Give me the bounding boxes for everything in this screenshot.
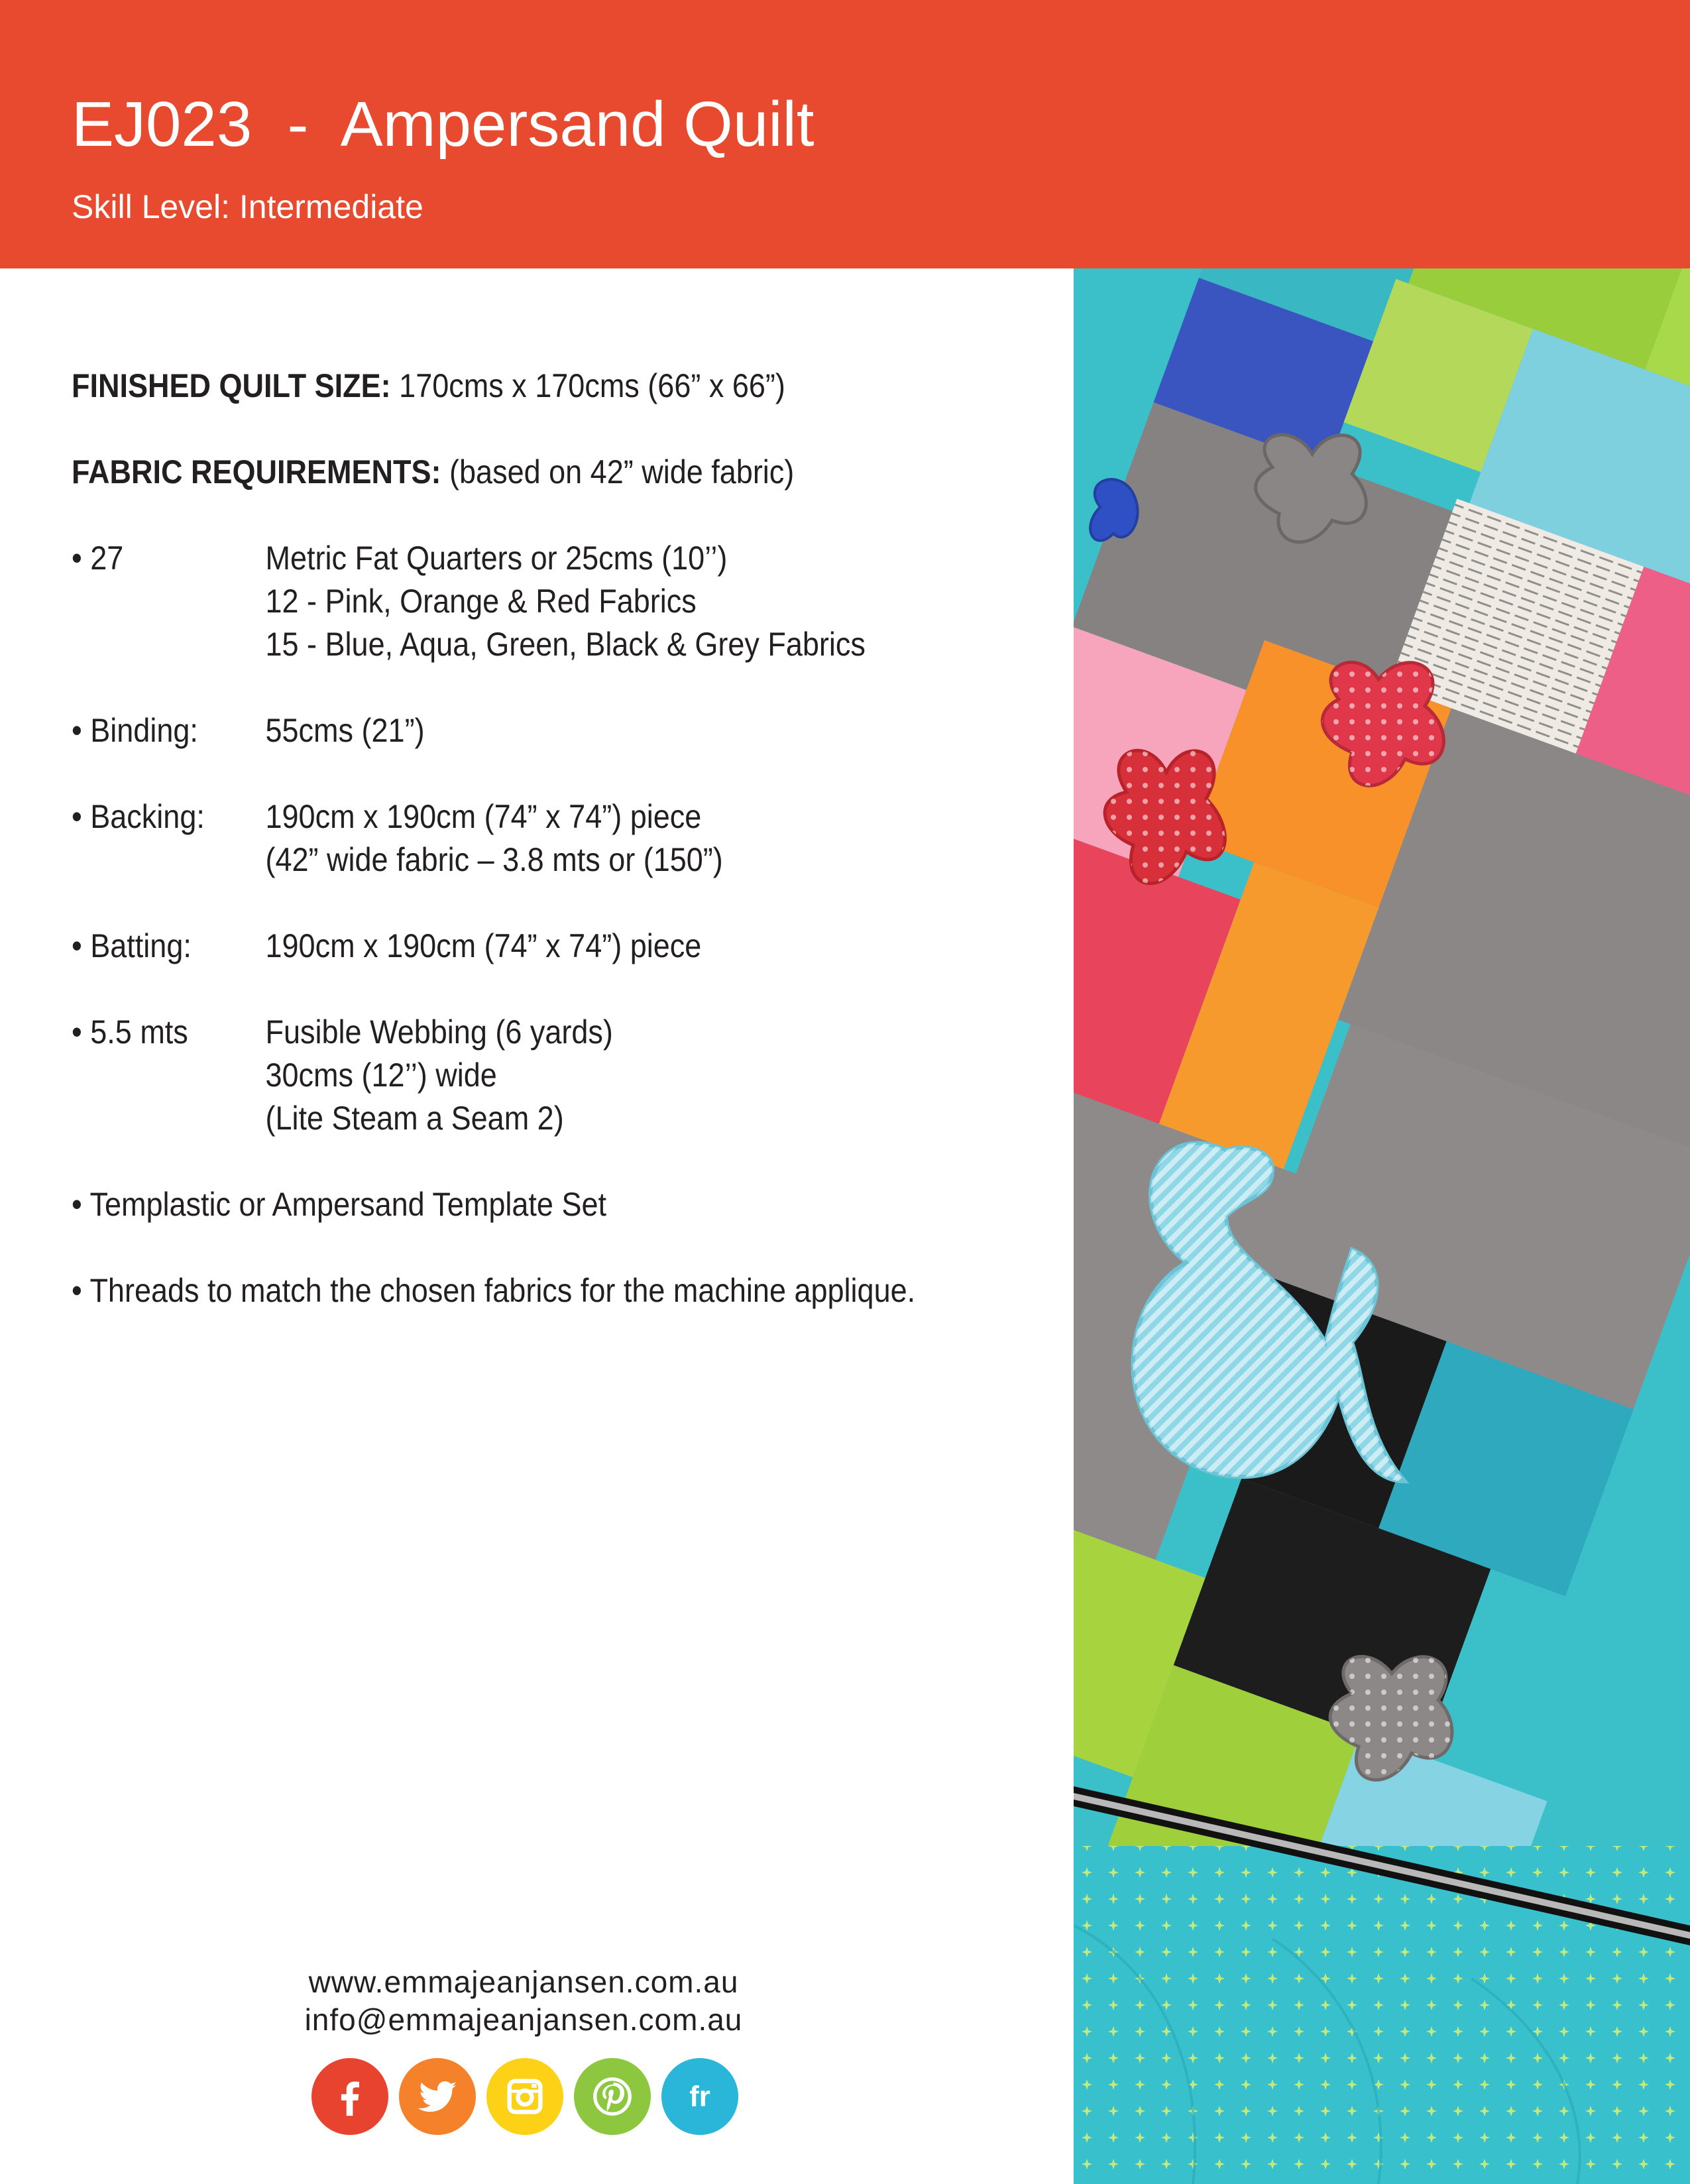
email-link[interactable]: info@emmajeanjansen.com.au bbox=[304, 2002, 743, 2037]
requirement-line: Metric Fat Quarters or 25cms (10’’) bbox=[265, 540, 728, 577]
fabric-requirements-note: (based on 42” wide fabric) bbox=[441, 453, 795, 490]
requirement-line: 30cms (12’’) wide bbox=[265, 1057, 497, 1094]
finished-size-value: 170cms x 170cms (66” x 66”) bbox=[390, 367, 785, 404]
requirement-line: Fusible Webbing (6 yards) bbox=[265, 1013, 613, 1051]
requirement-line: 12 - Pink, Orange & Red Fabrics bbox=[265, 583, 697, 620]
pinterest-icon[interactable] bbox=[574, 2058, 651, 2135]
requirement-line: (42” wide fabric – 3.8 mts or (150”) bbox=[265, 841, 723, 878]
requirement-line: (Lite Steam a Seam 2) bbox=[265, 1100, 564, 1137]
quilt-photo bbox=[1074, 268, 1690, 2184]
twitter-icon[interactable] bbox=[399, 2058, 476, 2135]
header-banner bbox=[0, 0, 1690, 268]
requirement-bullet: • Backing: bbox=[72, 798, 205, 835]
requirement-line: 190cm x 190cm (74” x 74”) piece bbox=[265, 927, 702, 964]
requirement-extra: • Templastic or Ampersand Template Set bbox=[72, 1186, 606, 1223]
facebook-icon[interactable] bbox=[311, 2058, 388, 2135]
skill-level: Skill Level: Intermediate bbox=[72, 188, 423, 225]
website-link[interactable]: www.emmajeanjansen.com.au bbox=[308, 1965, 739, 1999]
flickr-icon[interactable] bbox=[661, 2058, 738, 2135]
svg-text:fr: fr bbox=[689, 2080, 710, 2113]
requirement-line: 190cm x 190cm (74” x 74”) piece bbox=[265, 798, 702, 835]
requirement-line: 55cms (21”) bbox=[265, 712, 425, 749]
page-title: EJ023 - Ampersand Quilt bbox=[72, 89, 815, 160]
fabric-requirements-label: FABRIC REQUIREMENTS: bbox=[72, 453, 441, 490]
requirement-extra: • Threads to match the chosen fabrics for the machine applique. bbox=[72, 1272, 916, 1309]
requirement-bullet: • Binding: bbox=[72, 712, 198, 749]
requirement-bullet: • 27 bbox=[72, 540, 124, 577]
requirement-bullet: • 5.5 mts bbox=[72, 1013, 188, 1051]
requirement-bullet: • Batting: bbox=[72, 927, 192, 964]
finished-size-label: FINISHED QUILT SIZE: bbox=[72, 367, 391, 404]
fabric-requirements bbox=[72, 451, 794, 494]
instagram-icon[interactable] bbox=[486, 2058, 563, 2135]
finished-size bbox=[72, 365, 785, 408]
requirement-line: 15 - Blue, Aqua, Green, Black & Grey Fabrics bbox=[265, 626, 866, 663]
